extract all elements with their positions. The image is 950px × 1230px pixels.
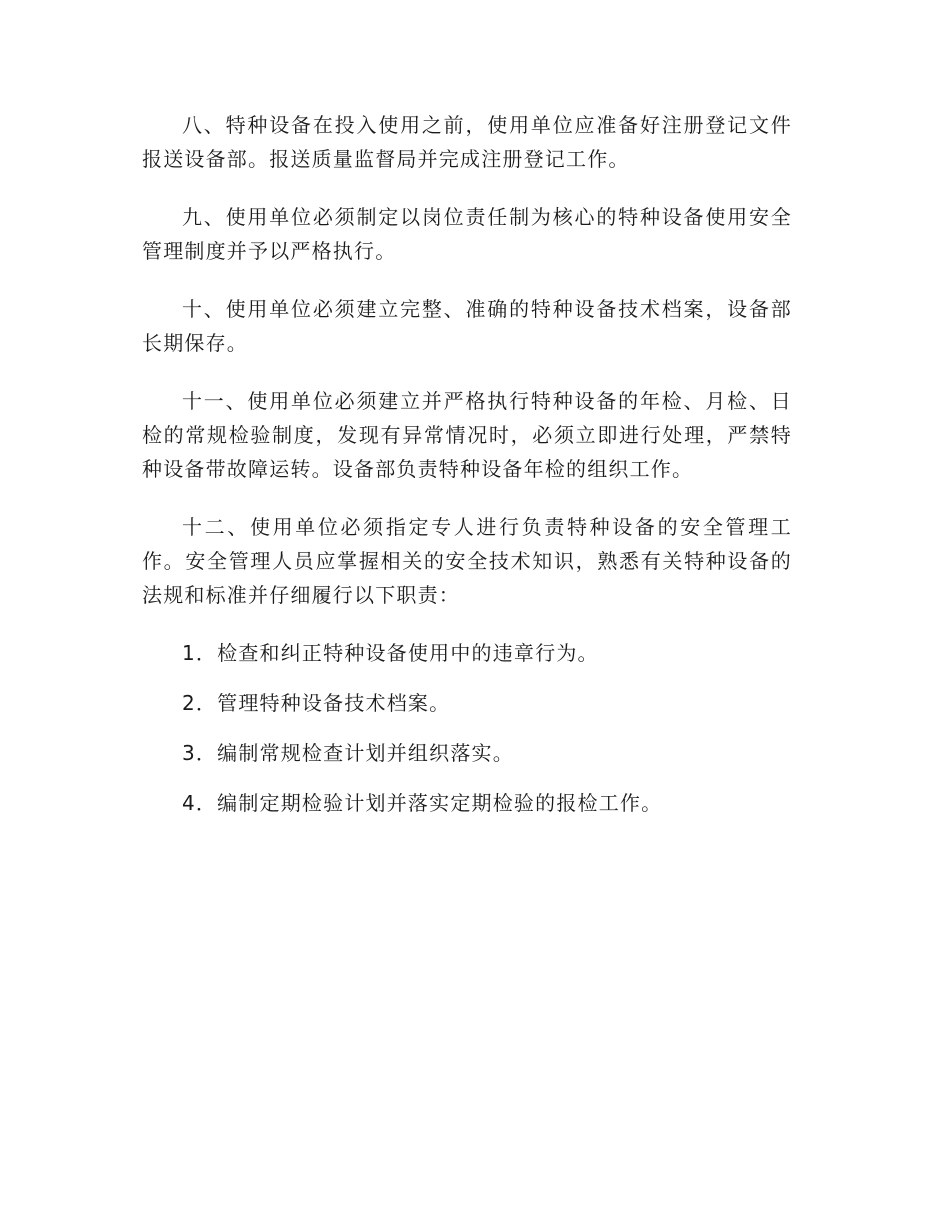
paragraph-10: 十、使用单位必须建立完整、准确的特种设备技术档案，设备部长期保存。 [142, 297, 792, 355]
list-item-4: 4．编制定期检验计划并落实定期检验的报检工作。 [182, 791, 663, 815]
paragraph-9: 九、使用单位必须制定以岗位责任制为核心的特种设备使用安全管理制度并予以严格执行。 [142, 205, 792, 263]
list-item-2: 2．管理特种设备技术档案。 [182, 691, 451, 715]
list-item-1: 1．检查和纠正特种设备使用中的违章行为。 [182, 641, 599, 665]
paragraph-12: 十二、使用单位必须指定专人进行负责特种设备的安全管理工作。安全管理人员应掌握相关的安全技术知识，熟悉有关特种设备的法规和标准并仔细履行以下职责： [142, 515, 792, 607]
document-page [142, 108, 792, 836]
list-item-3: 3．编制常规检查计划并组织落实。 [182, 741, 514, 765]
paragraph-8: 八、特种设备在投入使用之前，使用单位应准备好注册登记文件报送设备部。报送质量监督局并完成注册登记工作。 [142, 113, 792, 171]
paragraph-11: 十一、使用单位必须建立并严格执行特种设备的年检、月检、日检的常规检验制度，发现有异常情况时，必须立即进行处理，严禁特种设备带故障运转。设备部负责特种设备年检的组织工作。 [142, 389, 792, 481]
